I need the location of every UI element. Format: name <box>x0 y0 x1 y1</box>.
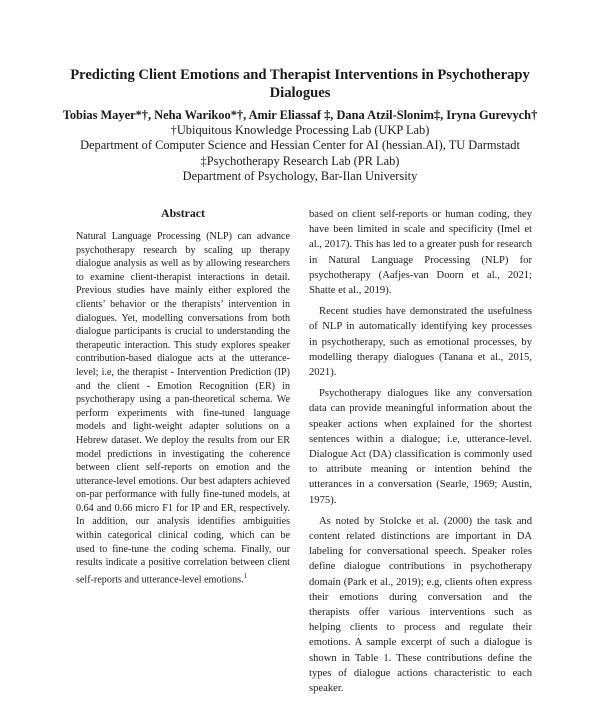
author-names: Tobias Mayer*†, Neha Warikoo*†, Amir Eliassaf ‡, Dana Atzil-Slonim‡, Iryna Gurevych† <box>62 108 538 122</box>
abstract-footnote-marker: 1 <box>243 571 248 580</box>
paper-title: Predicting Client Emotions and Therapist Interventions in Psychotherapy Dialogues <box>70 67 530 101</box>
abstract-heading: Abstract <box>161 206 205 220</box>
author-block <box>30 108 570 184</box>
affiliation-tu-darmstadt: Department of Computer Science and Hessian Center for AI (hessian.AI), TU Darmstadt <box>80 138 520 153</box>
body-paragraph-2: Recent studies have demonstrated the usefulness of NLP in automatically identifying key processes in psychotherapy, such as emotional processes, by modelling therapy dialogues (Tanana et al., 2015, 2021). <box>309 306 532 379</box>
abstract-text <box>76 230 290 587</box>
affiliation-ukp: †Ubiquitous Knowledge Processing Lab (UKP Lab) <box>170 123 430 138</box>
left-column <box>76 206 290 587</box>
abstract-body: Natural Language Processing (NLP) can advance psychotherapy research by scaling up therapy dialogue analysis as well as by allowing researchers to examine client-therapist interactions in detail. Previous studies have mainly either explored the clients’ behavior or the therapists’ intervention in dialogues. Yet, modelling conversations from both dialogue participants is crucial to understanding the therapeutic interaction. This study explores speaker contribution-based dialogue acts at the utterance-level; i.e, the therapist - Intervention Prediction (IP) and the client - Emotion Recognition (ER) in psychotherapy using a pan-theoretical schema. We perform experiments with fine-tuned language models and light-weight adapter solutions on a Hebrew dataset. We deploy the results from our ER model predictions in investigating the coherence between client self-reports on emotion and the utterance-level emotions. Our best adapters achieved on-par performance with fully fine-tuned models, at 0.64 and 0.66 micro F1 for IP and ER, respectively. In addition, our analysis identifies ambiguities within categorical clinical coding, which can be used to fine-tune the coding schema. Finally, our results indicate a positive correlation between client self-reports and utterance-level emotions. <box>76 231 290 586</box>
affiliation-pr-lab: ‡Psychotherapy Research Lab (PR Lab) <box>200 153 400 168</box>
affiliation-bar-ilan: Department of Psychology, Bar-Ilan University <box>182 168 418 183</box>
body-paragraph-4: As noted by Stolcke et al. (2000) the task and content related distinctions are important in DA labeling for conversational speech. Speaker roles define dialogue contributions in psychotherapy domain (Park et al., 2019); e.g, clients often express their emotions during conversation and the therapists offer various interventions such as helping clients to process and regulate their emotions. A sample excerpt of such a dialogue is shown in Table 1. These contributions define the types of dialogue actions characteristic to each speaker. <box>309 515 532 695</box>
body-paragraph-3: Psychotherapy dialogues like any conversation data can provide meaningful information about the speaker actions when explained for the shortest sentences within a dialogue; i.e, utterance-level. Dialogue Act (DA) classification is commonly used to attribute meaning or intention behind the utterances in a conversation (Searle, 1969; Austin, 1975). <box>309 388 532 506</box>
right-column <box>309 207 532 702</box>
body-paragraph-1: based on client self-reports or human coding, they have been limited in scale and specificity (Imel et al., 2017). This has led to a greater push for research in Natural Language Processing (NLP) for psychotherapy (Aafjes-van Doorn et al., 2021; Shatte et al., 2019). <box>309 209 532 297</box>
